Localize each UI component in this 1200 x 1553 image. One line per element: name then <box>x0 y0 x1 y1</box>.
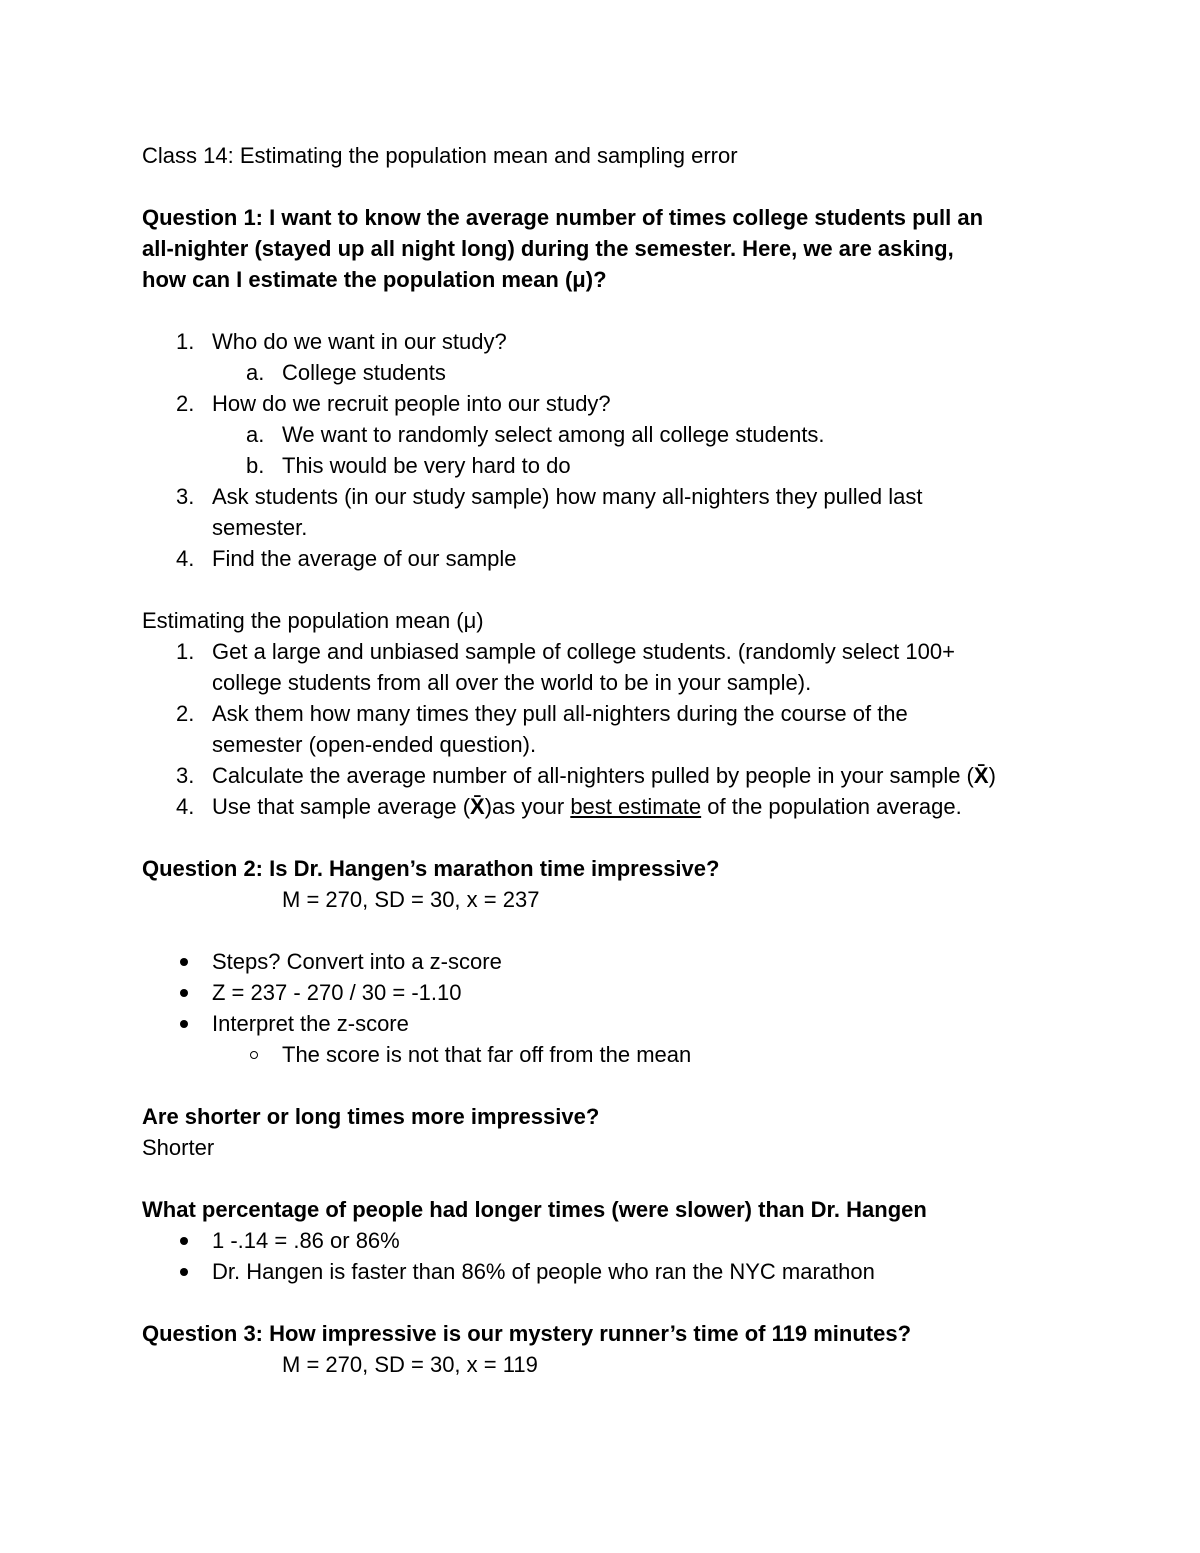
list-item-continuation: college students from all over the world to be in your sample). <box>212 670 812 695</box>
list-item: 3. Ask students (in our study sample) how many all-nighters they pulled last <box>142 481 1082 512</box>
list-item: 2. Ask them how many times they pull all-nighters during the course of the <box>142 698 1082 729</box>
list-number: 4. <box>176 794 195 819</box>
list-subitem: a. College students <box>142 357 1082 388</box>
section-heading: Estimating the population mean (μ) <box>142 608 484 633</box>
list-number: 3. <box>176 484 195 509</box>
equation: M = 270, SD = 30, x = 237 <box>282 887 540 912</box>
list-subitem: a. We want to randomly select among all college students. <box>142 419 1082 450</box>
shorter-answer: Shorter <box>142 1135 215 1160</box>
list-item: 1. Who do we want in our study? <box>142 326 1082 357</box>
list-number: 3. <box>176 763 195 788</box>
list-item: 2. How do we recruit people into our study? <box>142 388 1082 419</box>
bullet-icon <box>180 989 188 997</box>
x-bar-symbol: X̄ <box>470 794 485 819</box>
bullet-item: Steps? Convert into a z-score <box>142 946 1082 977</box>
x-bar-symbol: X̄ <box>973 763 989 788</box>
question-1-heading: all-nighter (stayed up all night long) during the semester. Here, we are asking, <box>142 236 954 261</box>
bullet-item: Z = 237 - 270 / 30 = -1.10 <box>142 977 1082 1008</box>
list-item-continuation: semester (open-ended question). <box>212 732 537 757</box>
page-title: Class 14: Estimating the population mean and sampling error <box>142 143 738 168</box>
list-subitem: b. This would be very hard to do <box>142 450 1082 481</box>
list-number: 1. <box>176 329 195 354</box>
question-1-heading: how can I estimate the population mean (μ)? <box>142 267 607 292</box>
list-number: 1. <box>176 639 195 664</box>
list-letter: b. <box>246 453 265 478</box>
question-1-heading: Question 1: I want to know the average number of times college students pull an <box>142 205 984 230</box>
list-letter: a. <box>246 360 265 385</box>
percentage-heading: What percentage of people had longer times (were slower) than Dr. Hangen <box>142 1197 927 1222</box>
list-number: 2. <box>176 391 195 416</box>
list-letter: a. <box>246 422 265 447</box>
bullet-icon <box>180 1237 188 1245</box>
shorter-heading: Are shorter or long times more impressive? <box>142 1104 600 1129</box>
bullet-item: Dr. Hangen is faster than 86% of people who ran the NYC marathon <box>142 1256 1082 1287</box>
bullet-icon <box>180 958 188 966</box>
document-content <box>142 140 1082 1380</box>
list-item: 4. Use that sample average (X̄)as your best estimate of the population average. <box>142 791 1082 822</box>
list-item-continuation: semester. <box>212 515 308 540</box>
question-3-heading: Question 3: How impressive is our mystery runner’s time of 119 minutes? <box>142 1321 912 1346</box>
bullet-item: Interpret the z-score <box>142 1008 1082 1039</box>
list-item: 4. Find the average of our sample <box>142 543 1082 574</box>
list-number: 2. <box>176 701 195 726</box>
equation: M = 270, SD = 30, x = 119 <box>282 1352 538 1377</box>
list-number: 4. <box>176 546 195 571</box>
question-2-heading: Question 2: Is Dr. Hangen’s marathon time impressive? <box>142 856 720 881</box>
bullet-icon <box>180 1268 188 1276</box>
hollow-bullet-icon <box>250 1051 258 1059</box>
sub-bullet-item: The score is not that far off from the mean <box>142 1039 1082 1070</box>
bullet-item: 1 -.14 = .86 or 86% <box>142 1225 1082 1256</box>
list-item: 1. Get a large and unbiased sample of college students. (randomly select 100+ <box>142 636 1082 667</box>
list-item: 3. Calculate the average number of all-nighters pulled by people in your sample (X̄) <box>142 760 1082 791</box>
bullet-icon <box>180 1020 188 1028</box>
underlined-phrase: best estimate <box>570 794 702 819</box>
